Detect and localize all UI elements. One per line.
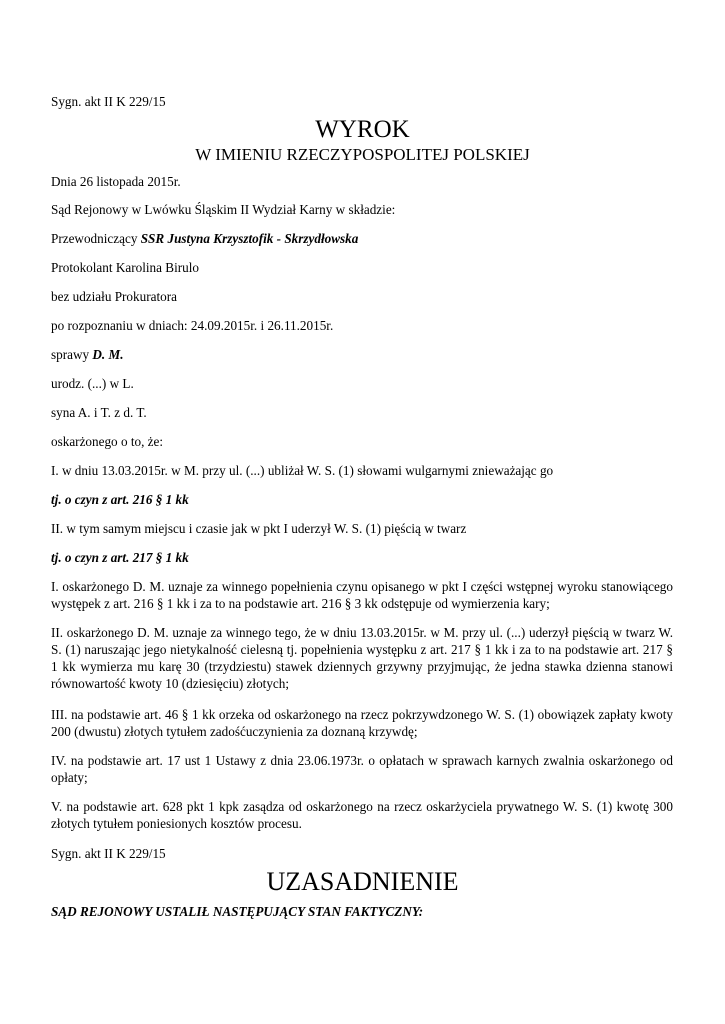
findings-heading: SĄD REJONOWY USTALIŁ NASTĘPUJĄCY STAN FAKTYCZNY:	[51, 904, 424, 919]
case-label: sprawy	[51, 347, 93, 362]
presiding-judge-line	[51, 230, 673, 247]
case-signature-top: Sygn. akt II K 229/15	[51, 94, 166, 109]
charge-1-article: tj. o czyn z art. 216 § 1 kk	[51, 492, 189, 507]
judgment-title: WYROK	[315, 116, 410, 143]
court-clerk: Protokolant Karolina Birulo	[51, 260, 199, 275]
judgment-subtitle: W IMIENIU RZECZYPOSPOLITEJ POLSKIEJ	[195, 145, 530, 164]
accused-intro: oskarżonego o to, że:	[51, 434, 164, 449]
defendant-birth: urodz. (...) w L.	[51, 376, 134, 391]
case-signature-bottom: Sygn. akt II K 229/15	[51, 846, 166, 861]
verdict-point-1: I. oskarżonego D. M. uznaje za winnego popełnienia czynu opisanego w pkt I części wstępnej wyroku stanowiącego występek z art. 216 § 1 kk i za to na podstawie art. 216 § 3 kk odstępuje od wymierzenia kary;	[51, 579, 673, 611]
defendant-parents: syna A. i T. z d. T.	[51, 405, 147, 420]
defendant-name: D. M.	[92, 347, 124, 362]
hearing-dates: po rozpoznaniu w dniach: 24.09.2015r. i 26.11.2015r.	[51, 318, 334, 333]
verdict-point-4: IV. na podstawie art. 17 ust 1 Ustawy z dnia 23.06.1973r. o opłatach w sprawach karnych zwalnia oskarżonego od opłaty;	[51, 753, 673, 785]
presiding-judge-name: SSR Justyna Krzysztofik - Skrzydłowska	[140, 231, 359, 246]
charge-2: II. w tym samym miejscu i czasie jak w pkt I uderzył W. S. (1) pięścią w twarz	[51, 521, 467, 536]
prosecutor-note: bez udziału Prokuratora	[51, 289, 177, 304]
verdict-point-2: II. oskarżonego D. M. uznaje za winnego tego, że w dniu 13.03.2015r. w M. przy ul. (...) uderzył pięścią w twarz W. S. (1) naruszając jego nietykalność cielesną tj. popełnienia występku z art. 217 § 1 kk i za to na podstawie art. 217 § 1 kk wymierza mu karę 30 (trzydziestu) stawek dziennych grzywny przyjmując, że jedna stawka dzienna stanowi równowartość kwoty 10 (dziesięciu) złotych;	[51, 625, 673, 691]
judgment-date: Dnia 26 listopada 2015r.	[51, 174, 181, 189]
charge-2-article: tj. o czyn z art. 217 § 1 kk	[51, 550, 189, 565]
case-line	[51, 346, 673, 363]
court-composition: Sąd Rejonowy w Lwówku Śląskim II Wydział Karny w składzie:	[51, 202, 396, 217]
presiding-judge-label: Przewodniczący	[51, 231, 141, 246]
verdict-point-3: III. na podstawie art. 46 § 1 kk orzeka od oskarżonego na rzecz pokrzywdzonego W. S. (1) obowiązek zapłaty kwoty 200 (dwustu) złotych tytułem zadośćuczynienia za doznaną krzywdę;	[51, 707, 673, 739]
charge-1: I. w dniu 13.03.2015r. w M. przy ul. (...) ubliżał W. S. (1) słowami wulgarnymi znieważając go	[51, 463, 554, 478]
justification-title: UZASADNIENIE	[266, 867, 459, 896]
verdict-point-5: V. na podstawie art. 628 pkt 1 kpk zasądza od oskarżonego na rzecz oskarżyciela prywatnego W. S. (1) kwotę 300 złotych tytułem poniesionych kosztów procesu.	[51, 799, 673, 831]
